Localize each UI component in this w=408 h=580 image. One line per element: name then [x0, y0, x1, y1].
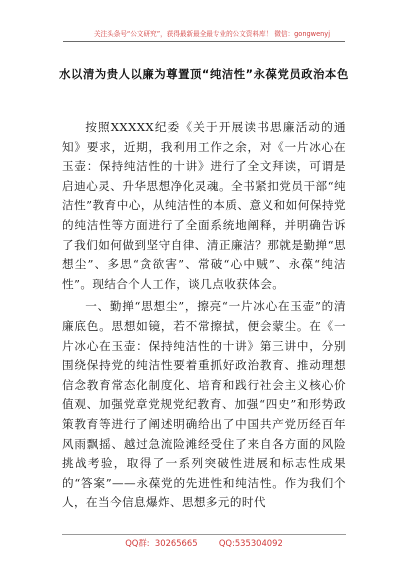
document-title: 水以清为贵人以廉为尊置顶“纯洁性”永葆党员政治本色 — [59, 68, 349, 81]
header-divider — [63, 41, 345, 42]
footer-divider — [62, 534, 346, 535]
header-banner: 关注头条号“公文研究”，获得最新最全最专业的公文资料库！ 微信：gongwenyj — [93, 30, 331, 38]
document-body — [62, 118, 346, 513]
footer-contact: QQ群: 30265665 QQ:535304092 — [125, 538, 283, 548]
page-footer — [0, 534, 408, 554]
paragraph-section-1: 一、勤掸“思想尘”，擦亮“一片冰心在玉壶”的清廉底色。思想如镜，若不常擦拭，便会蒙尘。在《一片冰心在玉壶：保持纯洁性的十讲》第三讲中，分别围绕保持党的纯洁性要着重抓好政治教育、推动理想信念教育常态化制度化、培育和践行社会主义核心价值观、加强党章党规党纪教育、加强“四史”和形势政策教育等进行了阐述明确给出了中国共产党历经百年风雨飘摇、越过急流险滩经受住了来自各方面的风险挑战考验，取得了一系列突破性进展和标志性成果的“答案”——永葆党的先进性和纯洁性。作为我们个人，在当今信息爆炸、思想多元的时代 — [62, 299, 346, 510]
paragraph-intro: 按照XXXXX纪委《关于开展读书思廉活动的通知》要求，近期，我利用工作之余，对《一片冰心在玉壶：保持纯洁性的十讲》进行了全文拜读，可谓是启迪心灵、升华思想净化灵魂。全书紧扣党员干部“纯洁性”教育中心，从纯洁性的本质、意义和如何保持党的纯洁性等方面进行了全面系统地阐释，并明确告诉了我们如何做到坚守自律、清正廉洁？那就是勤掸“思想尘”、多思“贪欲害”、常破“心中贼”、永葆“纯洁性”。现结合个人工作，谈几点收获体会。 — [62, 120, 346, 291]
